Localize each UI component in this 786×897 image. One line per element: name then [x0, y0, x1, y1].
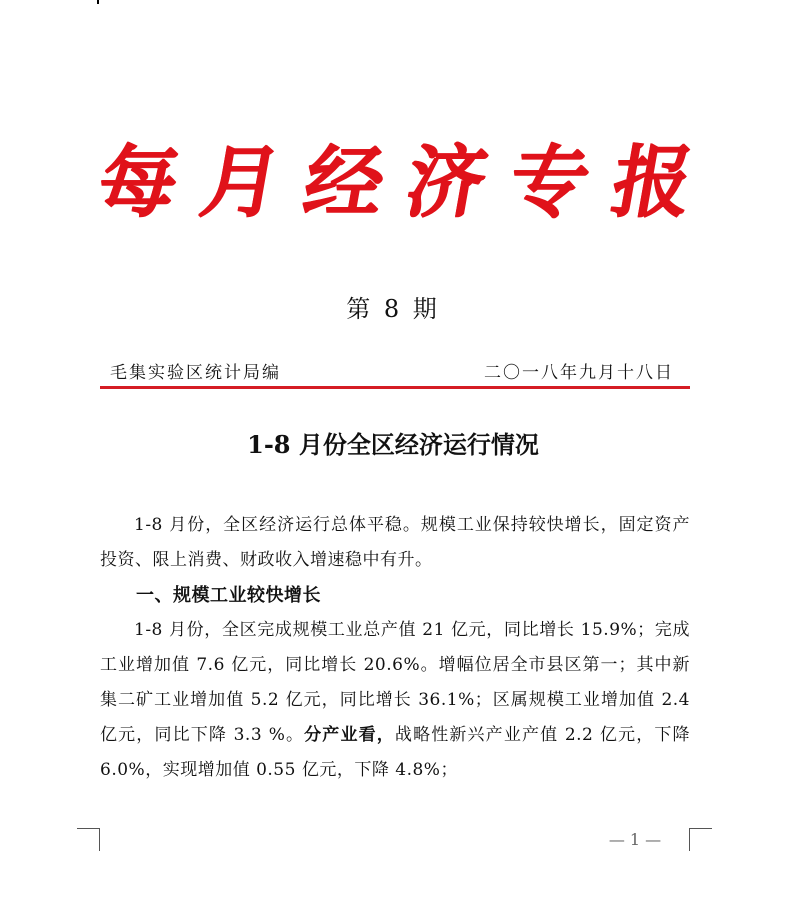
publisher: 毛集实验区统计局编 [110, 363, 281, 383]
header-divider [100, 386, 690, 389]
masthead-char-5: 专 [502, 138, 597, 228]
crop-mark-right [689, 828, 712, 851]
crop-mark-left [77, 828, 100, 851]
page-number: — 1 — [608, 830, 662, 849]
masthead-char-2: 月 [193, 138, 288, 228]
publication-date: 二〇一八年九月十八日 [484, 363, 674, 383]
paragraph-text-cont: 战略性新兴产业产值 2.2 亿元，下降 6.0%，实现增加值 0.55 亿元，下降 4.8%； [100, 725, 691, 780]
intro-paragraph: 1-8 月份，全区经济运行总体平稳。规模工业保持较快增长，固定资产投资、限上消费、财政收入增速稳中有升。 [100, 515, 690, 570]
section-heading: 一、规模工业较快增长 [136, 585, 321, 606]
page-corner-tick [97, 0, 99, 4]
paragraph-text: 1-8 月份，全区完成规模工业总产值 21 亿元，同比增长 15.9%；完成工业增加值 7.6 亿元，同比增长 20.6%。增幅位居全市县区第一；其中新集二矿工业增加值 5.2 亿元，同比增长 36.1%；区属规模工业增加值 2.4 亿元，同比下降 3.3 %。 [100, 620, 690, 745]
masthead-title [91, 128, 699, 238]
issue-number: 第 8 期 [346, 295, 440, 323]
industry-paragraph [100, 613, 690, 788]
masthead-char-1: 每 [91, 138, 185, 228]
bold-phrase: 分产业看， [304, 725, 395, 745]
article-title: 1-8 月份全区经济运行情况 [247, 430, 539, 459]
masthead-char-6: 报 [605, 138, 699, 228]
article-body [100, 508, 690, 788]
masthead-char-4: 济 [399, 138, 494, 228]
masthead-char-3: 经 [296, 138, 391, 228]
